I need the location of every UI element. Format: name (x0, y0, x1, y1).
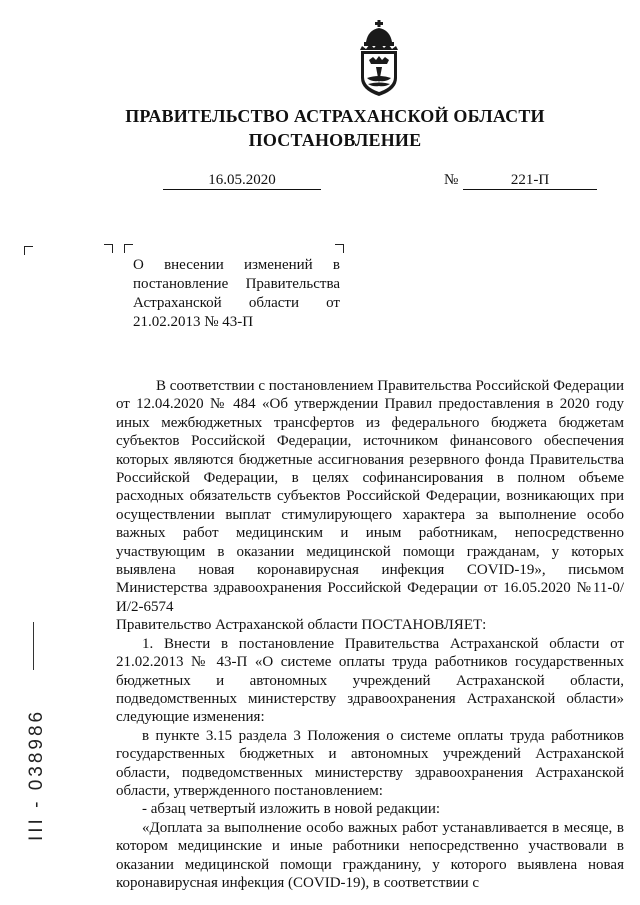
corner-mark (24, 246, 33, 255)
body-paragraph: «Доплата за выполнение особо важных работ устанавливается в месяце, в котором медицинские и иные работники непосредственно участвовали в оказании медицинской помощи гражданину, у которого выявлена новая коронавирусная инфекция (COVID-19), в соответствии с (116, 819, 624, 891)
government-title: ПРАВИТЕЛЬСТВО АСТРАХАНСКОЙ ОБЛАСТИ (125, 106, 545, 126)
margin-line (33, 622, 34, 670)
body-paragraph: в пункте 3.15 раздела 3 Положения о системе оплаты труда работников государственных бюджетных и автономных учреждений Астраханской области, подведомственных министерству здравоохранения Астраханской области, утвержденного постановлением: (116, 727, 624, 799)
document-date: 16.05.2020 (163, 171, 321, 190)
document-body (116, 377, 624, 892)
subject-line: О внесении изменений в (133, 257, 340, 273)
subject-line: 21.02.2013 № 43-П (133, 314, 254, 330)
subject-line: постановление Правительства (133, 276, 340, 292)
serial-number: III - 038986 (26, 708, 47, 842)
document-number: 221-П (463, 171, 597, 190)
number-sign: № (444, 172, 459, 188)
body-paragraph: Правительство Астраханской области ПОСТАНОВЛЯЕТ: (116, 617, 487, 634)
corner-mark (335, 244, 344, 253)
document-type: ПОСТАНОВЛЕНИЕ (248, 130, 422, 150)
corner-mark (104, 244, 113, 253)
subject-line: Астраханской области от (133, 295, 340, 311)
document-subject (133, 256, 340, 332)
body-paragraph: - абзац четвертый изложить в новой редакции: (142, 801, 441, 818)
corner-mark (124, 244, 133, 253)
coat-of-arms-icon (352, 20, 406, 100)
body-paragraph: В соответствии с постановлением Правительства Российской Федерации от 12.04.2020 № 484 «Об утверждении Правил предоставления в 2020 году иных межбюджетных трансфертов из федерального бюджета бюджетам субъектов Российской Федерации, источником финансового обеспечения которых являются бюджетные ассигнования резервного фонда Правительства Российской Федерации, в целях софинансирования в полном объеме расходных обязательств субъектов Российской Федерации, возникающих при осуществлении выплат стимулирующего характера за выполнение особо важных работ медицинским и иным работникам, непосредственно участвующим в оказании медицинской помощи гражданам, у которых выявлена новая коронавирусная инфекция COVID-19», письмом Министерства здравоохранения Российской Федерации от 16.05.2020 №11-0/И/2-6574 (116, 378, 624, 615)
body-paragraph: 1. Внести в постановление Правительства Астраханской области от 21.02.2013 № 43-П «О системе оплаты труда работников государственных бюджетных и автономных учреждений Астраханской области, подведомственных министерству здравоохранения Астраханской области» следующие изменения: (116, 635, 624, 726)
